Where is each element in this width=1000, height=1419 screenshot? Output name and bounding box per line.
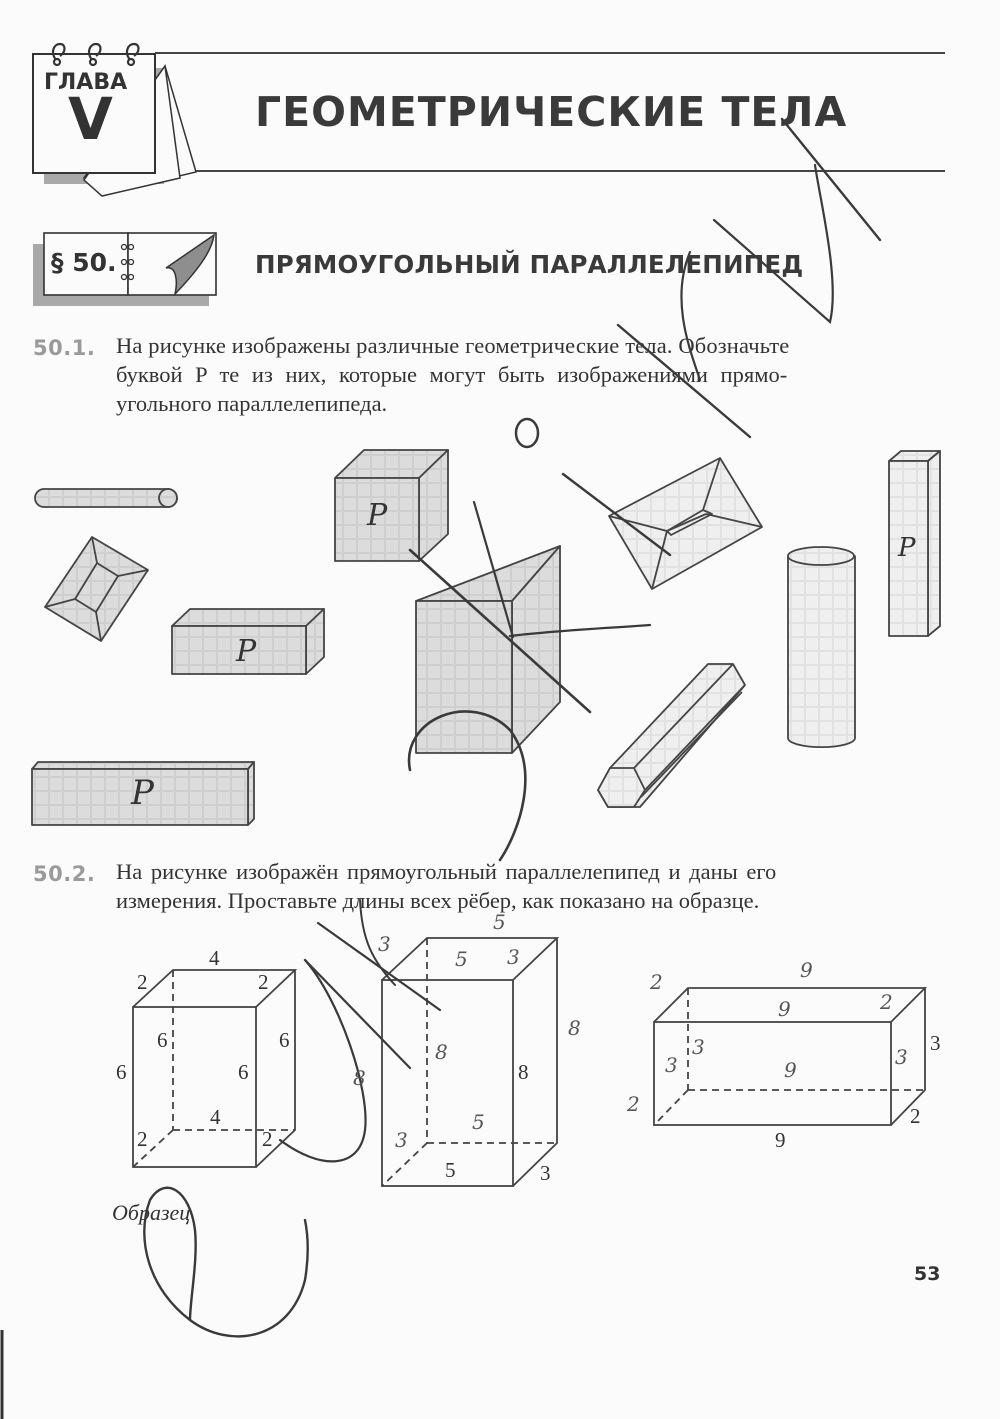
label-box3-bottom-front: 9 [775, 1128, 786, 1152]
hw-box2-bottom-left: 3 [395, 1128, 408, 1152]
page-number: 53 [914, 1263, 941, 1285]
box-2 [382, 938, 557, 1186]
hw-box2-hidden-height: 8 [435, 1040, 448, 1064]
label-sample-front-right: 6 [238, 1060, 249, 1084]
label-box2-front-right: 8 [518, 1060, 529, 1084]
hw-box2-top-front: 5 [455, 947, 468, 971]
hw-box3-front-right: 3 [895, 1045, 908, 1069]
hw-box3-left: 3 [665, 1053, 678, 1077]
chapter-label: ГЛАВА [44, 70, 128, 95]
mark-box-medium: P [236, 634, 257, 669]
exercise-number: 50.1. [33, 336, 96, 360]
hw-box2-back-right: 8 [568, 1016, 581, 1040]
label-sample-hidden-bottom: 4 [210, 1105, 221, 1129]
pencil-scribbles-2 [144, 900, 440, 1336]
section-number: § 50. [51, 248, 117, 277]
mark-cube: P [367, 498, 388, 533]
label-sample-top-left: 2 [137, 970, 148, 994]
sample-label: Образец [112, 1200, 191, 1225]
exercise-number: 50.2. [33, 862, 96, 886]
hw-box3-top-left: 2 [650, 970, 663, 994]
chapter-number: V [68, 85, 113, 153]
hw-box2-hidden-bottom: 5 [472, 1110, 485, 1134]
hw-box3-top-back: 9 [800, 958, 813, 982]
label-sample-hidden-height: 6 [157, 1028, 168, 1052]
label-box3-bottom-right: 2 [910, 1104, 921, 1128]
hw-box2-top-back: 5 [493, 910, 506, 934]
hw-box2-top-right: 3 [507, 945, 520, 969]
hw-box2-left: 8 [353, 1066, 366, 1090]
label-sample-top-right: 2 [258, 970, 269, 994]
label-box2-bottom-right: 3 [540, 1161, 551, 1185]
label-sample-back-right: 6 [279, 1028, 290, 1052]
mark-box-long: P [131, 773, 154, 813]
hw-box3-bottom-left: 2 [627, 1092, 640, 1116]
hw-box3-top-right: 2 [880, 990, 893, 1014]
label-sample-bottom-right: 2 [262, 1127, 273, 1151]
label-box3-back-right: 3 [930, 1031, 941, 1055]
exercise-text: На рисунке изображены различные геометрические тела. Обозначьте буквой P те из них, которые могут быть изображениями прямо- угольного параллелепипеда. [116, 333, 790, 416]
label-sample-top: 4 [209, 946, 220, 970]
label-sample-left: 6 [116, 1060, 127, 1084]
label-box2-bottom-front: 5 [445, 1158, 456, 1182]
hw-box3-top-front: 9 [778, 997, 791, 1021]
section-title: ПРЯМОУГОЛЬНЫЙ ПАРАЛЛЕЛЕПИПЕД [255, 250, 804, 279]
hw-box2-top-left: 3 [378, 932, 391, 956]
exercise-text: На рисунке изображён прямоугольный параллелепипед и даны его измерения. Проставьте длины всех рёбер, как показано на образце. [116, 859, 777, 913]
chapter-title: ГЕОМЕТРИЧЕСКИЕ ТЕЛА [255, 88, 848, 136]
hw-box3-hidden-bottom: 9 [784, 1058, 797, 1082]
mark-box-tall: P [898, 533, 916, 563]
hw-box3-hidden-height: 3 [692, 1035, 705, 1059]
label-sample-bottom-left: 2 [137, 1127, 148, 1151]
